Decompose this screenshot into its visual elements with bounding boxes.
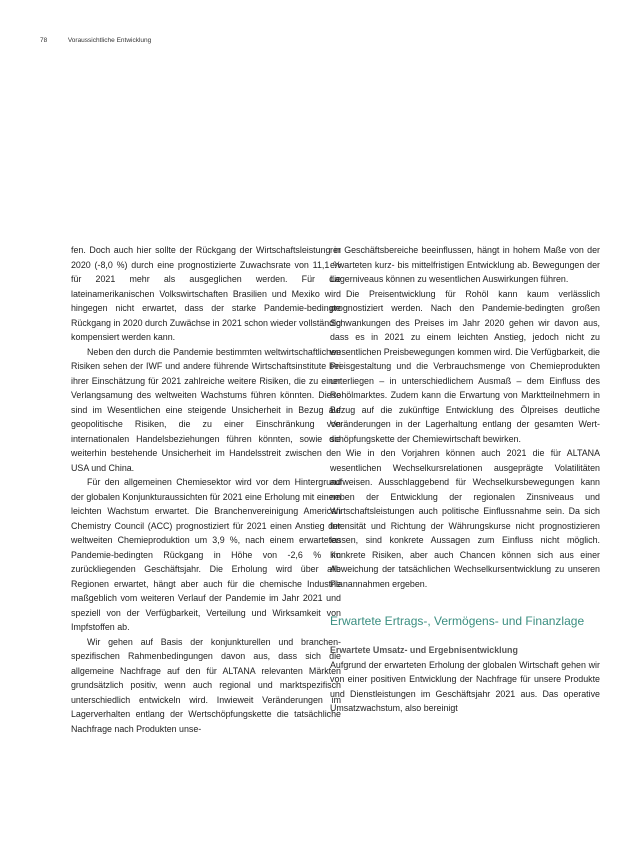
- paragraph: Neben den durch die Pandemie bestimmten weltwirtschaftlichen Risiken sehen der IWF und andere führende Wirtschaftsinstitute bei ihrer Einschätzung für 2021 zahlreiche weitere Risiken, die zu einer Verlangsamung des weltweiten Wachstums führen könnten. Diese sind im Wesentlichen eine steigende Unsicherheit in Bezug auf geopolitische Risiken, die zu einer Einschränkung von internationalen Handelsbeziehungen führen könnten, sowie die weiterhin bestehende Unsicherheit im Handelsstreit zwischen den USA und China.: [71, 346, 341, 473]
- paragraph: Die Preisentwicklung für Rohöl kann kaum verlässlich prognostiziert werden. Nach den Pandemie-bedingten großen Schwankungen des Preises im Jahr 2020 gehen wir davon aus, dass es in 2021 zu einem leichten Anstieg, jedoch nicht zu wesentlichen Preisbewegungen kommen wird. Die Verfügbarkeit, die Preisgestaltung und die Verbrauchsmenge von Chemieprodukten unterliegen – in unterschiedlichem Ausmaß – dem Einfluss des Rohölmarktes. Zudem kann die Erwartung von Marktteilnehmern in Bezug auf die zukünftige Entwicklung des Ölpreises deutliche Veränderungen in der Lagerhaltung entlang der gesamten Wertschöpfungskette der Chemiewirtschaft bewirken.: [330, 288, 600, 444]
- paragraph: Wir gehen auf Basis der konjunkturellen und branchenspezifischen Rahmenbedingungen davon aus, dass sich die allgemeine Nachfrage auf den für ALTANA relevanten Märkten grundsätzlich positiv, wenn auch regional und marktspezifisch unterschiedlich entwickeln wird. Inwieweit Veränderungen im Lagerverhalten entlang der Wertschöpfungskette die tatsächliche Nachfrage nach Produkten unse-: [71, 636, 341, 734]
- paragraph: Wie in den Vorjahren können auch 2021 die für ALTANA wesentlichen Wechselkursrelationen ausgeprägte Volatilitäten aufweisen. Ausschlaggebend für Wechselkursbewegungen kann neben der Entwicklung der regionalen Zinsniveaus und Wirtschaftsleistungen auch politische Einflussnahme sein. Da sich Intensität und Richtung der Währungskurse nicht prognostizieren lassen, sind konkrete Aussagen zum Einfluss nicht möglich. Konkrete Risiken, aber auch Chancen können sich aus einer Abweichung der tatsächlichen Wechselkursentwicklung zu unseren Planannahmen ergeben.: [330, 448, 600, 589]
- section-title: Erwartete Ertrags-, Vermögens- und Finanzlage: [330, 614, 585, 628]
- paragraph: Für den allgemeinen Chemiesektor wird vor dem Hintergrund der globalen Konjunkturaussichten für 2021 eine Erholung mit einem leichten Wachstum erwartet. Die Branchenvereinigung American Chemistry Council (ACC) prognostiziert für 2021 einen Anstieg der weltweiten Chemieproduktion um 3,9 %, nach einem erwarteten Pandemie-bedingten Rückgang in Höhe von -2,6 % im zurückliegenden Geschäftsjahr. Die Erholung wird über alle Regionen erwartet, hängt aber auch für die chemische Industrie maßgeblich vom weiteren Verlauf der Pandemie im Jahr 2021 und speziell von der Verfügbarkeit, Verteilung und Wirksamkeit von Impfstoffen ab.: [71, 477, 341, 632]
- running-header: [40, 37, 151, 44]
- paragraph: Aufgrund der erwarteten Erholung der globalen Wirtschaft gehen wir von einer positiven Entwicklung der Nachfrage für unsere Produkte und Dienstleistungen im Geschäftsjahr 2021 aus. Das operative Umsatzwachstum, also bereinigt: [330, 659, 600, 713]
- right-column: [330, 243, 600, 716]
- paragraph: rer Geschäftsbereiche beeinflussen, hängt in hohem Maße von der erwarteten kurz- bis mittelfristigen Entwicklung ab. Bewegungen der Lagerniveaus können zu wesentlichen Auswirkungen führen.: [330, 245, 600, 284]
- paragraph: fen. Doch auch hier sollte der Rückgang der Wirtschaftsleistung in 2020 (-8,0 %) durch eine prognostizierte Zuwachsrate von 11,1 % für 2021 mehr als ausgeglichen werden. Für die lateinamerikanischen Volkswirtschaften Brasilien und Mexiko wird hingegen nicht erwartet, dass der starke Pandemie-bedingte Rückgang in 2020 durch Zuwächse in 2021 schon wieder vollständig kompensiert werden kann.: [71, 245, 341, 342]
- page-number: 78: [40, 37, 48, 44]
- subsection-title: Erwartete Umsatz- und Ergebnisentwicklung: [330, 645, 518, 655]
- left-column: [71, 243, 341, 736]
- running-title: Voraussichtliche Entwicklung: [67, 37, 152, 44]
